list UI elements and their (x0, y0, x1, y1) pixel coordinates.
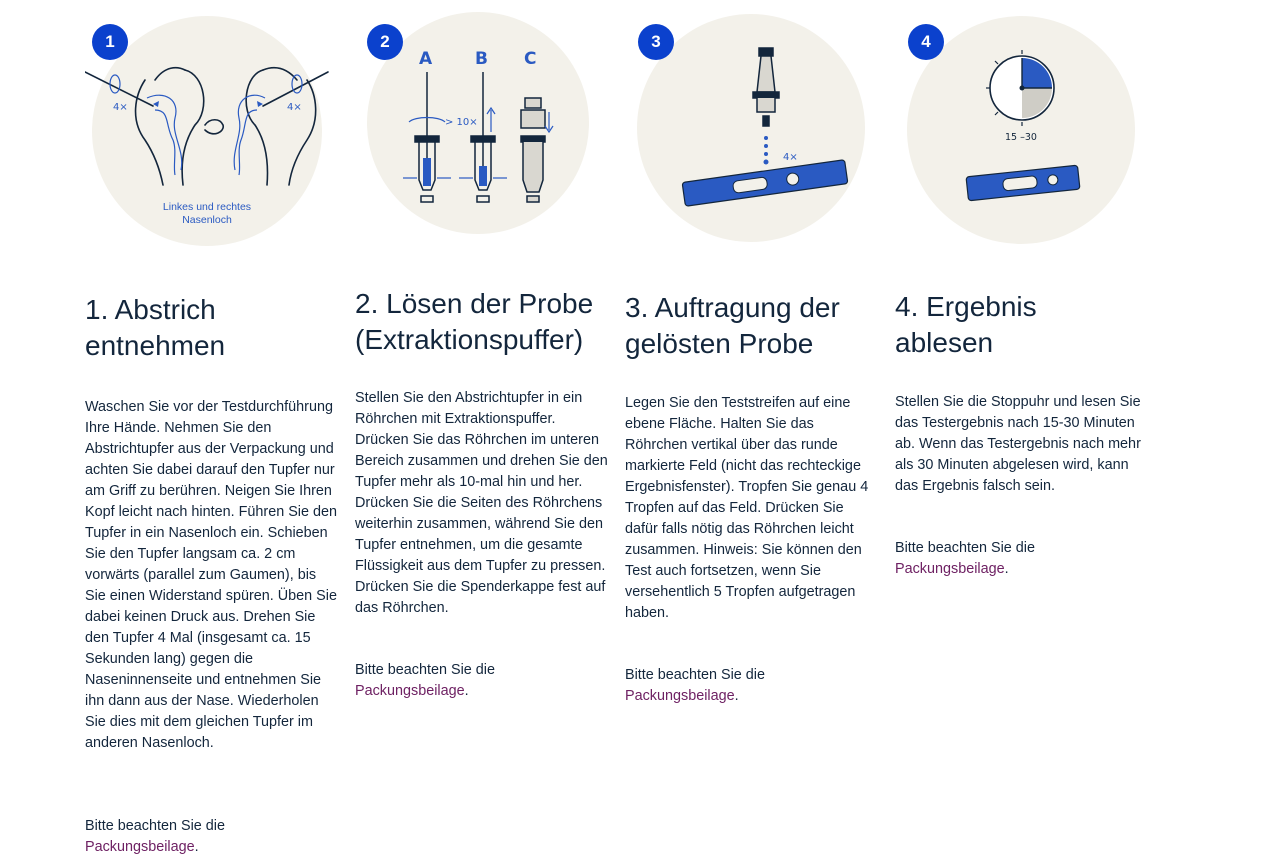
note-text: Bitte beachten Sie die (625, 667, 766, 683)
stopwatch-icon (986, 50, 1054, 126)
note-text: Bitte beachten Sie die (895, 540, 1036, 556)
nostril-caption (147, 201, 267, 227)
drops-label: 4× (783, 152, 798, 163)
rotation-count-right: 4× (287, 102, 302, 113)
note-period: . (464, 683, 469, 699)
timer-test-strip-icon (895, 0, 1165, 260)
rotation-count-left: 4× (113, 102, 128, 113)
leaflet-note (625, 665, 880, 707)
package-leaflet-link[interactable]: Packungsbeilage (85, 839, 195, 855)
step-number-badge: 4 (908, 24, 944, 60)
package-leaflet-link[interactable]: Packungsbeilage (355, 683, 465, 699)
package-leaflet-link[interactable]: Packungsbeilage (625, 688, 735, 704)
note-period: . (734, 688, 739, 704)
step-title: 1. Abstrich entnehmen (85, 294, 226, 361)
step-description: Stellen Sie den Abstrichtupfer in ein Röhrchen mit Extraktionspuffer. Drücken Sie das Röhrchen im unteren Bereich zusammen und drehen Sie den Tupfer mehr als 10-mal hin und her. Drücken Sie die Seiten des Röhrchens weiterhin zusammen, während Sie den Tupfer entnehmen, um die gesamte Flüssigkeit aus dem Tupfer zu pressen. Drücken Sie die Spenderkappe fest auf das Röhrchen. (355, 390, 608, 616)
note-text: Bitte beachten Sie die (355, 662, 496, 678)
caption-line-2: Nasenloch (182, 214, 232, 226)
caption-line-1: Linkes und rechtes (162, 201, 252, 213)
extraction-tube-icon (355, 0, 625, 260)
label-c: C (524, 49, 537, 69)
step-description: Legen Sie den Teststreifen auf eine ebene Fläche. Halten Sie das Röhrchen vertikal über das runde markierte Feld (nicht das rechteckige Ergebnisfenster). Tropfen Sie genau 4 Tropfen auf das Feld. Drücken Sie dafür falls nötig das Röhrchen leicht zusammen. Hinweis: Sie können den Test auch fortsetzen, wenn Sie versehentlich 5 Tropfen aufgetragen haben. (625, 395, 869, 621)
step-title: 2. Lösen der Probe (Extraktionspuffer) (355, 288, 594, 355)
package-leaflet-link[interactable]: Packungsbeilage (895, 561, 1005, 577)
timer-label: 15 –30 (1005, 132, 1037, 143)
leaflet-note (85, 816, 340, 858)
note-text: Bitte beachten Sie die (85, 818, 226, 834)
step-number-badge: 2 (367, 24, 403, 60)
step-3-illustration (625, 0, 895, 260)
leaflet-note (895, 538, 1150, 580)
step-title: 4. Ergebnis ablesen (895, 291, 1037, 358)
step-number-badge: 1 (92, 24, 128, 60)
label-a: A (419, 49, 433, 69)
step-number-badge: 3 (638, 24, 674, 60)
step-title: 3. Auftragung der gelösten Probe (625, 292, 840, 359)
step-4-illustration (895, 0, 1165, 260)
leaflet-note (355, 660, 610, 702)
step-description: Stellen Sie die Stoppuhr und lesen Sie das Testergebnis nach 15-30 Minuten ab. Wenn das Testergebnis nach mehr als 30 Minuten abgelesen wird, kann das Ergebnis falsch sein. (895, 394, 1141, 494)
dropper-test-strip-icon (625, 0, 895, 260)
step-description: Waschen Sie vor der Testdurchführung Ihre Hände. Nehmen Sie den Abstrichtupfer aus der Verpackung und achten Sie dabei darauf den Tupfer nur am Griff zu berühren. Neigen Sie Ihren Kopf leicht nach hinten. Führen Sie den Tupfer in ein Nasenloch ein. Schieben Sie den Tupfer langsam ca. 2 cm vorwärts (parallel zum Gaumen), bis Sie einen Widerstand spüren. Üben Sie dabei keinen Druck aus. Drehen Sie den Tupfer 4 Mal (insgesamt ca. 15 Sekunden lang) gegen die Naseninnenseite und entnehmen Sie ihn dann aus der Nase. Wiederholen Sie dies mit dem gleichen Tupfer im anderen Nasenloch. (85, 399, 338, 751)
step-2-illustration (355, 0, 625, 260)
note-period: . (194, 839, 199, 855)
label-b: B (475, 49, 488, 69)
rotation-label: > 10× (445, 117, 478, 128)
note-period: . (1004, 561, 1009, 577)
step-1-illustration (85, 0, 355, 260)
